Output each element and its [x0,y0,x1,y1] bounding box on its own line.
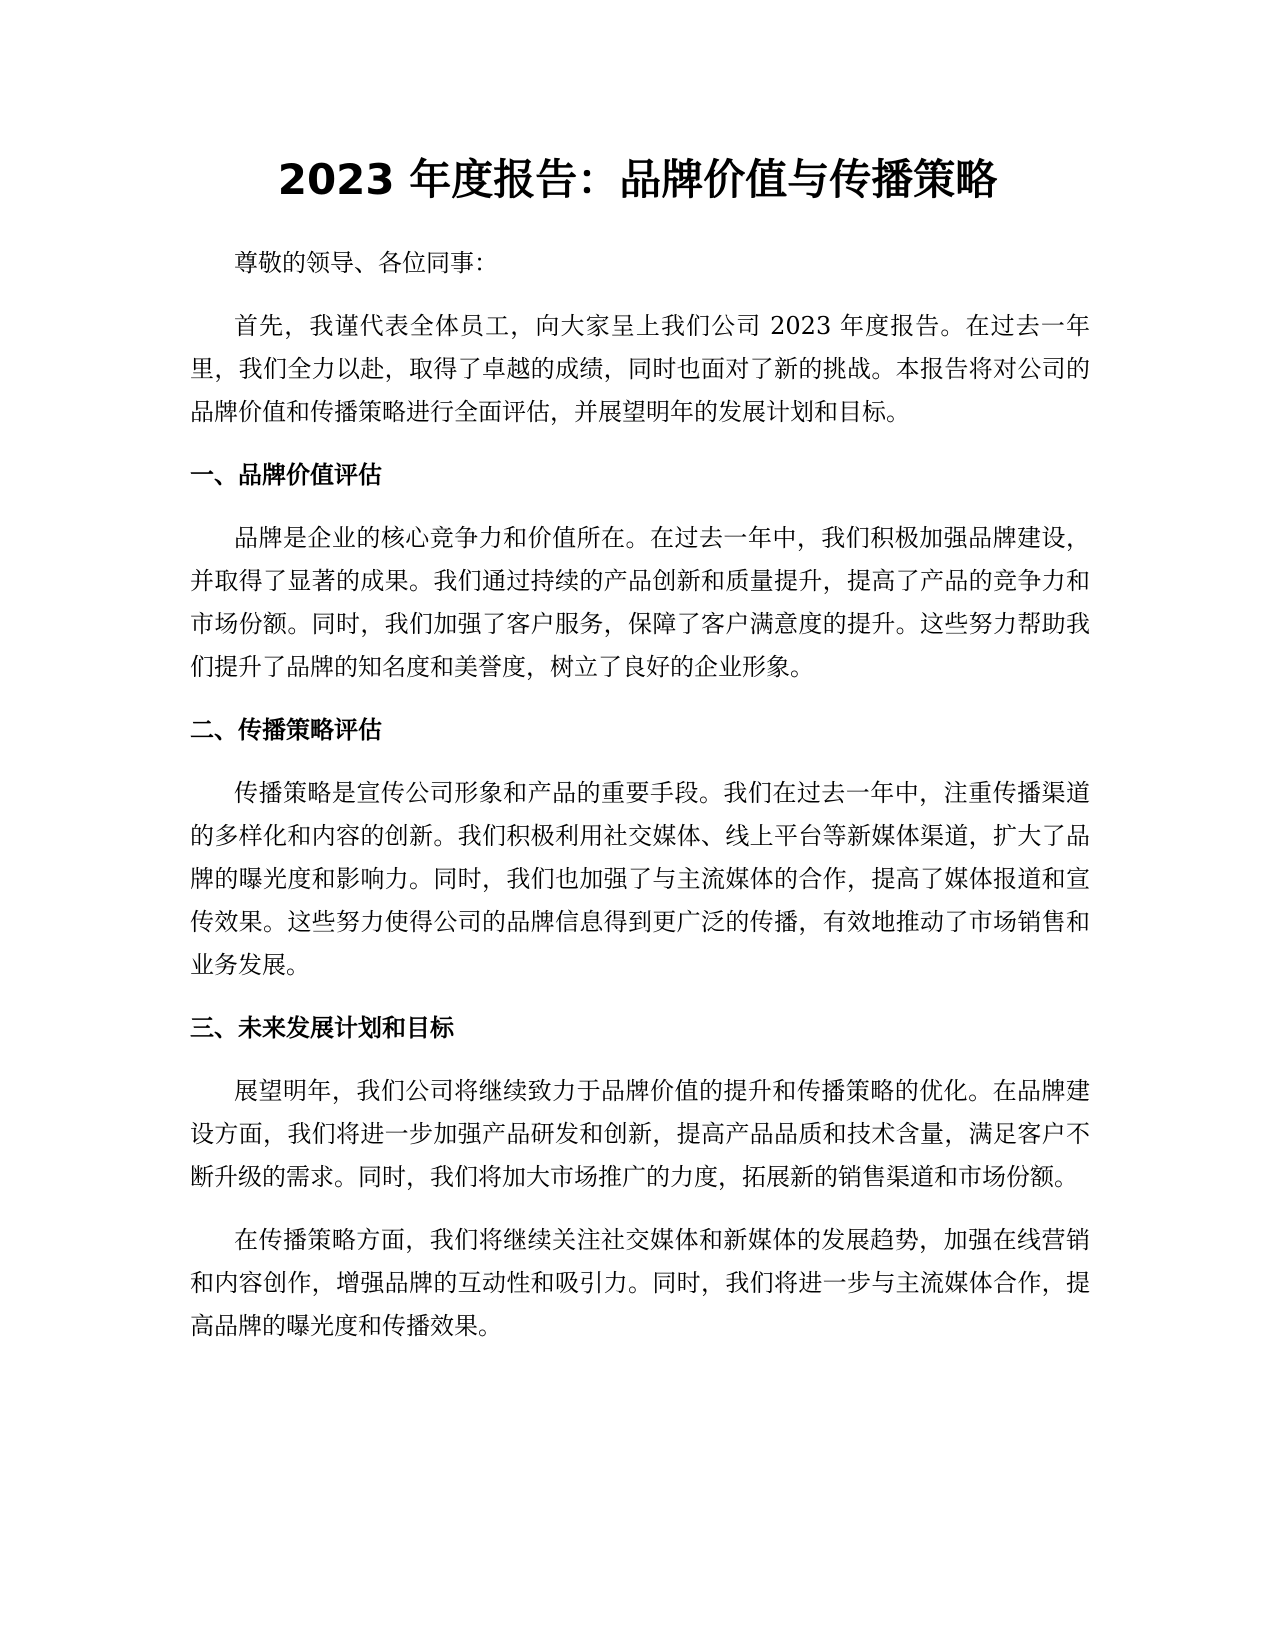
section-heading-future-plan: 三、未来发展计划和目标 [190,1014,454,1042]
section-heading-brand-value: 一、品牌价值评估 [190,461,382,489]
section-paragraph-brand-value: 品牌是企业的核心竞争力和价值所在。在过去一年中，我们积极加强品牌建设，并取得了显著的成果。我们通过持续的产品创新和质量提升，提高了产品的竞争力和市场份额。同时，我们加强了客户服务，保障了客户满意度的提升。这些努力帮助我们提升了品牌的知名度和美誉度，树立了良好的企业形象。 [190,524,1090,681]
page-title: 2023 年度报告：品牌价值与传播策略 [277,155,998,204]
section-paragraph-future-plan-2: 在传播策略方面，我们将继续关注社交媒体和新媒体的发展趋势，加强在线营销和内容创作，增强品牌的互动性和吸引力。同时，我们将进一步与主流媒体合作，提高品牌的曝光度和传播效果。 [190,1226,1090,1340]
section-paragraph-future-plan-1: 展望明年，我们公司将继续致力于品牌价值的提升和传播策略的优化。在品牌建设方面，我们将进一步加强产品研发和创新，提高产品品质和技术含量，满足客户不断升级的需求。同时，我们将加大市场推广的力度，拓展新的销售渠道和市场份额。 [190,1077,1090,1191]
intro-paragraph: 首先，我谨代表全体员工，向大家呈上我们公司 2023 年度报告。在过去一年里，我们全力以赴，取得了卓越的成绩，同时也面对了新的挑战。本报告将对公司的品牌价值和传播策略进行全面评估，并展望明年的发展计划和目标。 [190,312,1090,426]
section-paragraph-communication-strategy: 传播策略是宣传公司形象和产品的重要手段。我们在过去一年中，注重传播渠道的多样化和内容的创新。我们积极利用社交媒体、线上平台等新媒体渠道，扩大了品牌的曝光度和影响力。同时，我们也加强了与主流媒体的合作，提高了媒体报道和宣传效果。这些努力使得公司的品牌信息得到更广泛的传播，有效地推动了市场销售和业务发展。 [190,779,1090,979]
section-heading-communication-strategy: 二、传播策略评估 [190,716,382,744]
document-body [190,242,1090,1368]
greeting-paragraph: 尊敬的领导、各位同事： [234,249,498,277]
